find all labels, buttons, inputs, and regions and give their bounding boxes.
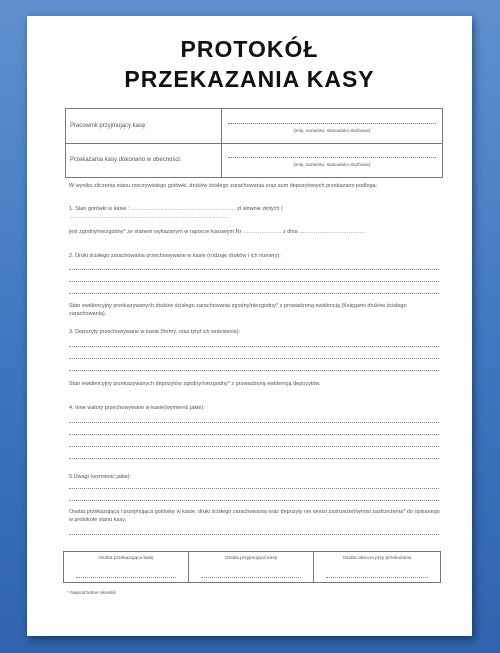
document-page — [27, 16, 472, 636]
header-row-witness — [66, 143, 442, 177]
section4-dotted-line — [69, 458, 439, 459]
header-table — [65, 108, 443, 178]
section3-dotted-line — [69, 346, 439, 347]
signature-table — [63, 551, 441, 583]
section2-dotted-line — [69, 293, 439, 294]
signature-label-handing-over: Osoba przekazująca kasę — [98, 556, 154, 561]
section5-dotted-line — [69, 488, 439, 489]
signature-cell-receiving — [189, 552, 314, 582]
document-title-line2: PRZEKAZANIA KASY — [124, 66, 375, 92]
closing-statement: Osoba przekazująca i przejmująca gotówkę w kasie, druki ścisłego zarachowania oraz depozyty nie wnosi zastrzeżeń/wnosi zastrzeżenia* do opisanego w protokole stanu kasy. — [69, 509, 440, 523]
section1-report-line: jest zgodny/niezgodny* ze stanem wykazanym w raporcie kasowym Nr ………………… z dnia ……………………………… — [69, 229, 366, 235]
section4-dotted-line — [69, 434, 439, 435]
section3-heading: 3. Depozyty przechowywane w kasie (formy, oraz tytuł ich wniesienia): — [69, 329, 241, 335]
signature-cell-handing-over — [64, 552, 189, 582]
section1-cash-line: 1. Stan gotówki w kasie : ………………………………………………… zł słownie złotych ( …………………………………………………………………………… — [69, 206, 283, 220]
witness-note: (imię, nazwisko, stanowisko służbowe) — [293, 162, 371, 167]
signature-line — [201, 577, 301, 578]
document-title-line1: PROTOKÓŁ — [180, 36, 319, 62]
intro-text: W wyniku zliczenia stanu rzeczywistego gotówki, druków ścisłego zarachowania oraz sum depozytowych przekazano podlega: — [69, 183, 378, 189]
signature-line — [76, 577, 176, 578]
signature-label-witness: Osoba obecna przy przekazaniu — [342, 556, 412, 561]
section2-heading: 2. Druki ścisłego zarachowania przechowywane w kasie (rodzaje druków i ich numery): — [69, 253, 281, 259]
recipient-note: (imię, nazwisko, stanowisko służbowe) — [293, 128, 371, 133]
recipient-label: Pracownik przyjmujący kasę: — [66, 109, 222, 143]
section5-dotted-line — [69, 500, 439, 501]
section2-status: Stan ewidencyjny przekazywanych druków ścisłego zarachowania zgodny/niezgodny* z prowadzoną ewidencją (Księgami druków ścisłego zarachowania). — [69, 303, 407, 317]
witness-field — [228, 157, 436, 158]
section4-heading: 4. Inne walory przechowywane w kasie(wymienić jakie): — [69, 405, 205, 411]
witness-label: Przekazania kasy dokonano w obecności: — [66, 143, 222, 177]
section4-dotted-line — [69, 422, 439, 423]
signature-cell-witness — [314, 552, 440, 582]
section3-status: Stan ewidencyjny przekazywanych depozytów zgodny/niezgodny* z prowadzoną ewidencją depozytów. — [69, 381, 321, 387]
section2-dotted-line — [69, 269, 439, 270]
section5-heading: 5.Uwagi (wymienić jakie): — [69, 474, 132, 480]
section2-dotted-line — [69, 281, 439, 282]
section3-dotted-line — [69, 370, 439, 371]
section3-dotted-line — [69, 358, 439, 359]
signature-line — [326, 577, 428, 578]
signature-label-receiving: Osoba przyjmująca kasę — [224, 556, 278, 561]
closing-dotted-line — [69, 534, 439, 535]
header-row-recipient — [66, 109, 442, 144]
recipient-field — [228, 123, 436, 124]
footnote: * Niepotrzebne skreślić — [67, 591, 117, 596]
section4-dotted-line — [69, 446, 439, 447]
